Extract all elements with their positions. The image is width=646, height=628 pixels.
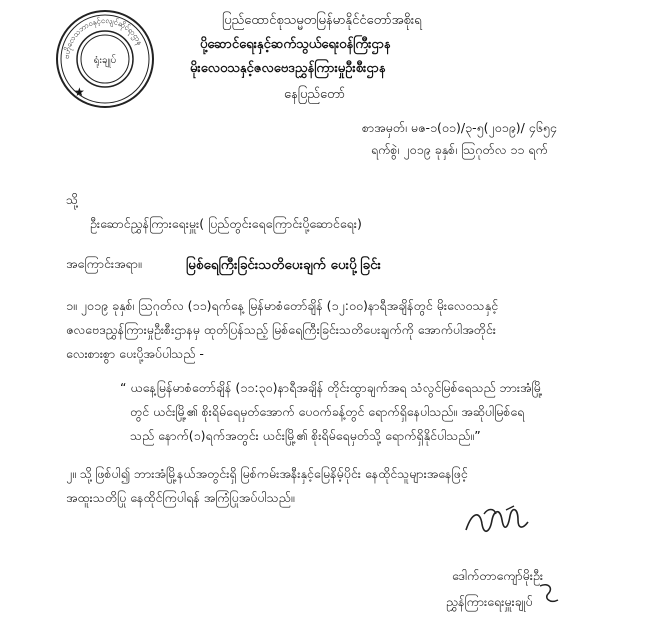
paragraph-1-line-3: လေးစားစွာ ပေးပို့အပ်ပါသည် - [66, 346, 204, 361]
to-label: သို့ [66, 192, 79, 207]
initial-mark [536, 580, 566, 610]
header-city: နေပြည်တော် [284, 87, 346, 102]
header-ministry: ပို့ဆောင်ရေးနှင့်ဆက်သွယ်ရေးဝန်ကြီးဌာန [200, 37, 391, 52]
paragraph-2-line-2: အထူးသတိပြု နေထိုင်ကြပါရန် အကြံပြုအပ်ပါသည်။ [66, 490, 295, 505]
letter-date: ရက်စွဲ၊ ၂၀၁၉ ခုနှစ်၊ ဩဂုတ်လ ၁၁ ရက် [371, 142, 548, 157]
subject-text: မြစ်ရေကြီးခြင်းသတိပေးချက် ပေးပို့ခြင်း [186, 257, 381, 273]
signatory-title: ညွှန်ကြားရေးမှူးချုပ် [446, 594, 533, 609]
recipient: ဦးဆောင်ညွှန်ကြားရေးမှူး( ပြည်တွင်းရေကြောင်းပို့ဆောင်ရေး) [90, 216, 362, 231]
seal-star-icon: ★ [74, 85, 85, 99]
paragraph-1-line-2: ဇလဗေဒညွှန်ကြားမှုဦးစီးဌာနမှ ထုတ်ပြန်သည့် မြစ်ရေကြီးခြင်းသတိပေးချက်ကို အောက်ပါအတိုင်း [66, 322, 496, 337]
seal-ring-text: ဗဟိုလေသဘာဝနှင့်ငလျင်ဆိုင်ရာဌာန [61, 15, 145, 60]
quote-line-2: တွင် ယင်းမြို့၏ စိုးရိမ်ရေမှတ်အောက် ပေ၀က်ခန့်တွင် ရောက်ရှိနေပါသည်။ အဆိုပါမြစ်ရေ [130, 404, 525, 419]
handwritten-signature [462, 502, 532, 542]
department-seal [54, 8, 156, 110]
paragraph-2-line-1: ၂။ သို့ဖြစ်ပါ၍ ဘားအံမြို့နယ်အတွင်းရှိ မြစ်ကမ်းအနီးနှင့်မြေနိမ့်ပိုင်း နေထိုင်သူများအနေဖြင့် [66, 466, 468, 481]
header-department: မိုးလေဝသနှင့်ဇလဗေဒညွှန်ကြားမှုဦးစီးဌာန [190, 61, 386, 76]
seal-center-text: ရုံးချုပ် [93, 55, 117, 66]
paragraph-1-line-1: ၁။ ၂၀၁၉ ခုနှစ်၊ ဩဂုတ်လ (၁၁)ရက်နေ့ မြန်မာစံတော်ချိန် (၁၂:၀၀)နာရီအချိန်တွင် မိုးလေဝသနှင့် [66, 298, 499, 313]
quote-line-3: သည် နောက်(၁)ရက်အတွင်း ယင်းမြို့၏ စိုးရိမ်ရေမှတ်သို့ ရောက်ရှိနိုင်ပါသည်။” [130, 428, 481, 443]
signatory-name: ဒေါက်တာကျော်မိုးဦး [452, 568, 544, 583]
reference-number: စာအမှတ်၊ မဇ-၁(၀၁)/၃-၅(၂၀၁၉)/ ၄၆၅၄ [362, 120, 557, 135]
quote-line-1: “ ယနေ့မြန်မာစံတော်ချိန် (၁၁:၃၀)နာရီအချိန် တိုင်းထွာချက်အရ သံလွင်မြစ်ရေသည် ဘားအံမြို့ [120, 380, 543, 395]
header-government: ပြည်ထောင်စုသမ္မတမြန်မာနိုင်ငံတော်အစိုးရ [222, 13, 422, 28]
subject-label: အကြောင်းအရာ။ [66, 256, 142, 271]
